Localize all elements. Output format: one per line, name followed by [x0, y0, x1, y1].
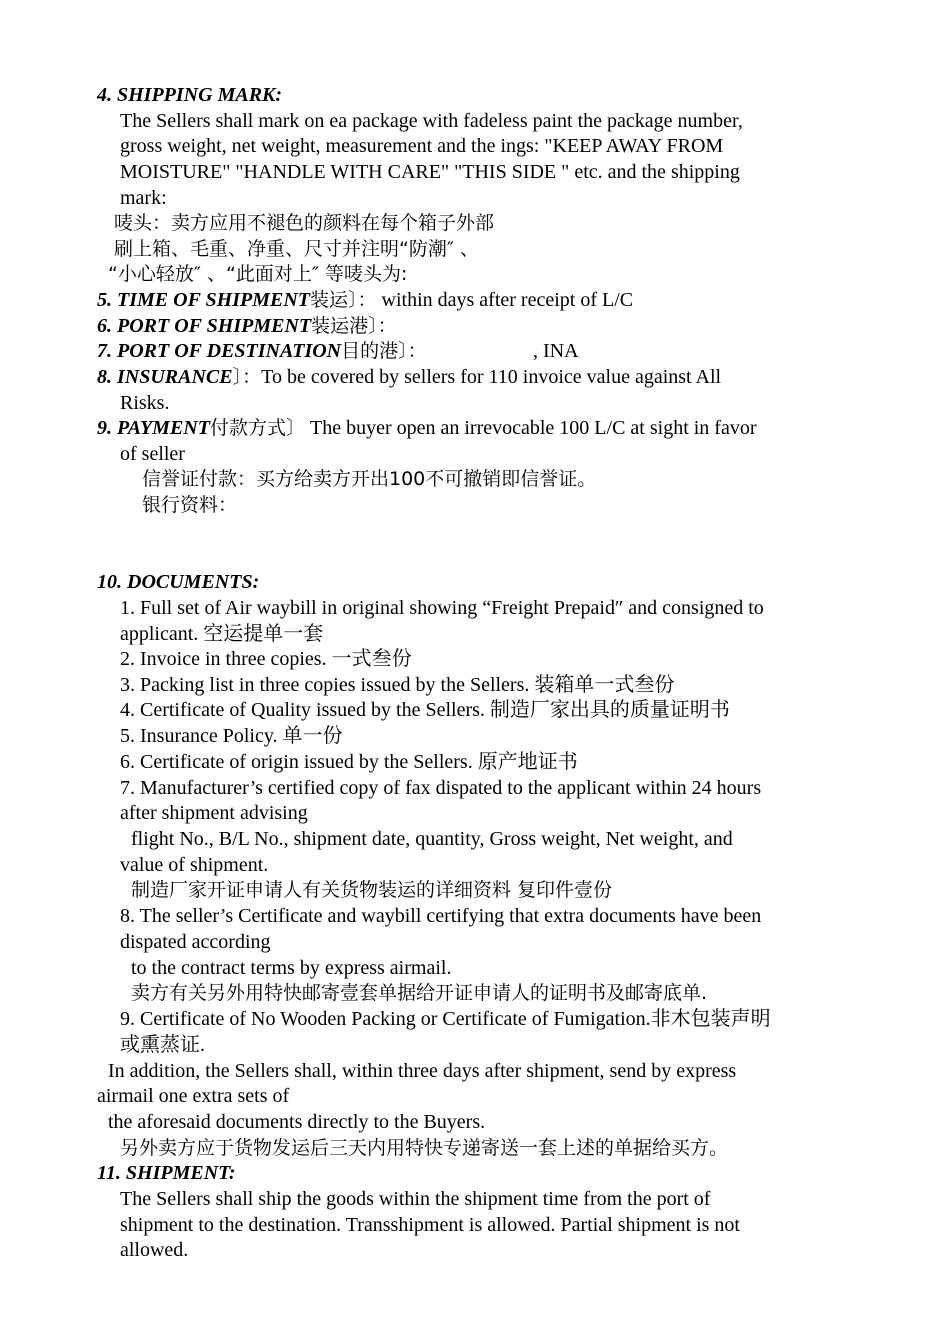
shipping-mark-line-2: gross weight, net weight, measurement and the ings: "KEEP AWAY FROM — [120, 135, 724, 157]
document-item-4: 4. Certificate of Quality issued by the Sellers. 制造厂家出具的质量证明书 — [120, 699, 730, 721]
port-of-shipment-heading: 6. PORT OF SHIPMENT — [97, 315, 312, 337]
payment-text: The buyer open an irrevocable 100 L/C at sight in favor — [304, 417, 757, 439]
insurance-text: To be covered by sellers for 110 invoice value against All — [261, 366, 722, 388]
document-item-5: 5. Insurance Policy. 单一份 — [120, 725, 343, 747]
documents-extra-line-1: In addition, the Sellers shall, within three days after shipment, send by express — [108, 1060, 737, 1082]
document-item-6: 6. Certificate of origin issued by the Sellers. 原产地证书 — [120, 751, 578, 773]
port-of-destination-text: , INA — [533, 340, 579, 362]
port-of-shipment-row — [97, 314, 397, 338]
document-item-1a: 1. Full set of Air waybill in original showing “Freight Prepaid″ and consigned to — [120, 597, 764, 619]
payment-line-2: of seller — [120, 443, 185, 465]
document-item-8b: dispated according — [120, 931, 271, 953]
document-item-8d: 卖方有关另外用特快邮寄壹套单据给开证申请人的证明书及邮寄底单. — [131, 982, 708, 1004]
document-item-8a: 8. The seller’s Certificate and waybill certifying that extra documents have been — [120, 905, 762, 927]
shipping-mark-line-1: The Sellers shall mark on ea package with fadeless paint the package number, — [120, 110, 743, 132]
shipment-line-2: shipment to the destination. Transshipment is allowed. Partial shipment is not — [120, 1214, 740, 1236]
insurance-line-2: Risks. — [120, 392, 170, 414]
payment-cn-2: 银行资料： — [142, 494, 238, 516]
time-of-shipment-heading: 5. TIME OF SHIPMENT — [97, 289, 311, 311]
document-item-9b: 或熏蒸证. — [120, 1034, 205, 1056]
shipment-line-3: allowed. — [120, 1239, 189, 1261]
insurance-heading: 8. INSURANCE — [97, 366, 233, 388]
port-of-shipment-cn: 装运港〕： — [311, 315, 397, 337]
shipping-mark-cn-1: 唛头：卖方应用不褪色的颜料在每个箱子外部 — [114, 212, 495, 234]
shipping-mark-cn-2: 刷上箱、毛重、净重、尺寸并注明“防潮″ 、 — [114, 238, 479, 260]
payment-heading: 9. PAYMENT — [97, 417, 210, 439]
shipping-mark-line-3: MOISTURE" "HANDLE WITH CARE" "THIS SIDE " etc. and the shipping — [120, 161, 740, 183]
shipment-heading: 11. SHIPMENT: — [97, 1162, 236, 1184]
port-of-destination-heading: 7. PORT OF DESTINATION — [97, 340, 342, 362]
documents-extra-line-2: airmail one extra sets of — [97, 1085, 290, 1107]
document-item-7a: 7. Manufacturer’s certified copy of fax dispated to the applicant within 24 hours — [120, 777, 762, 799]
time-of-shipment-row — [97, 288, 633, 312]
payment-cn: 付款方式〕 — [209, 417, 305, 439]
document-item-7c: flight No., B/L No., shipment date, quantity, Gross weight, Net weight, and — [131, 828, 733, 850]
payment-cn-1: 信誉证付款：买方给卖方开出100不可撤销即信誉证。 — [142, 468, 597, 490]
shipping-mark-cn-3: “小心轻放″ 、“此面对上″ 等唛头为: — [108, 263, 408, 285]
shipping-mark-heading: 4. SHIPPING MARK: — [97, 84, 283, 106]
document-item-7d: value of shipment. — [120, 854, 269, 876]
shipping-mark-line-4: mark: — [120, 187, 167, 209]
document-item-9a: 9. Certificate of No Wooden Packing or Certificate of Fumigation.非木包装声明 — [120, 1008, 771, 1030]
documents-heading: 10. DOCUMENTS: — [97, 571, 260, 593]
payment-row — [97, 416, 757, 440]
time-of-shipment-text: within days after receipt of L/C — [376, 289, 634, 311]
document-item-8c: to the contract terms by express airmail. — [131, 957, 452, 979]
documents-extra-line-3: the aforesaid documents directly to the Buyers. — [108, 1111, 486, 1133]
document-item-7b: after shipment advising — [120, 802, 308, 824]
time-of-shipment-cn: 装运〕： — [310, 289, 377, 311]
insurance-row — [97, 365, 721, 389]
document-item-1b: applicant. 空运提单一套 — [120, 623, 324, 645]
documents-extra-cn: 另外卖方应于货物发运后三天内用特快专递寄送一套上述的单据给买方。 — [120, 1137, 729, 1159]
shipment-line-1: The Sellers shall ship the goods within the shipment time from the port of — [120, 1188, 711, 1210]
document-item-3: 3. Packing list in three copies issued by the Sellers. 装箱单一式叁份 — [120, 674, 675, 696]
port-of-destination-row — [97, 339, 427, 363]
port-of-destination-cn: 目的港〕： — [341, 340, 427, 362]
document-item-2: 2. Invoice in three copies. 一式叁份 — [120, 648, 412, 670]
document-item-7e: 制造厂家开证申请人有关货物装运的详细资料 复印件壹份 — [131, 879, 613, 901]
insurance-cn: 〕： — [232, 366, 262, 388]
